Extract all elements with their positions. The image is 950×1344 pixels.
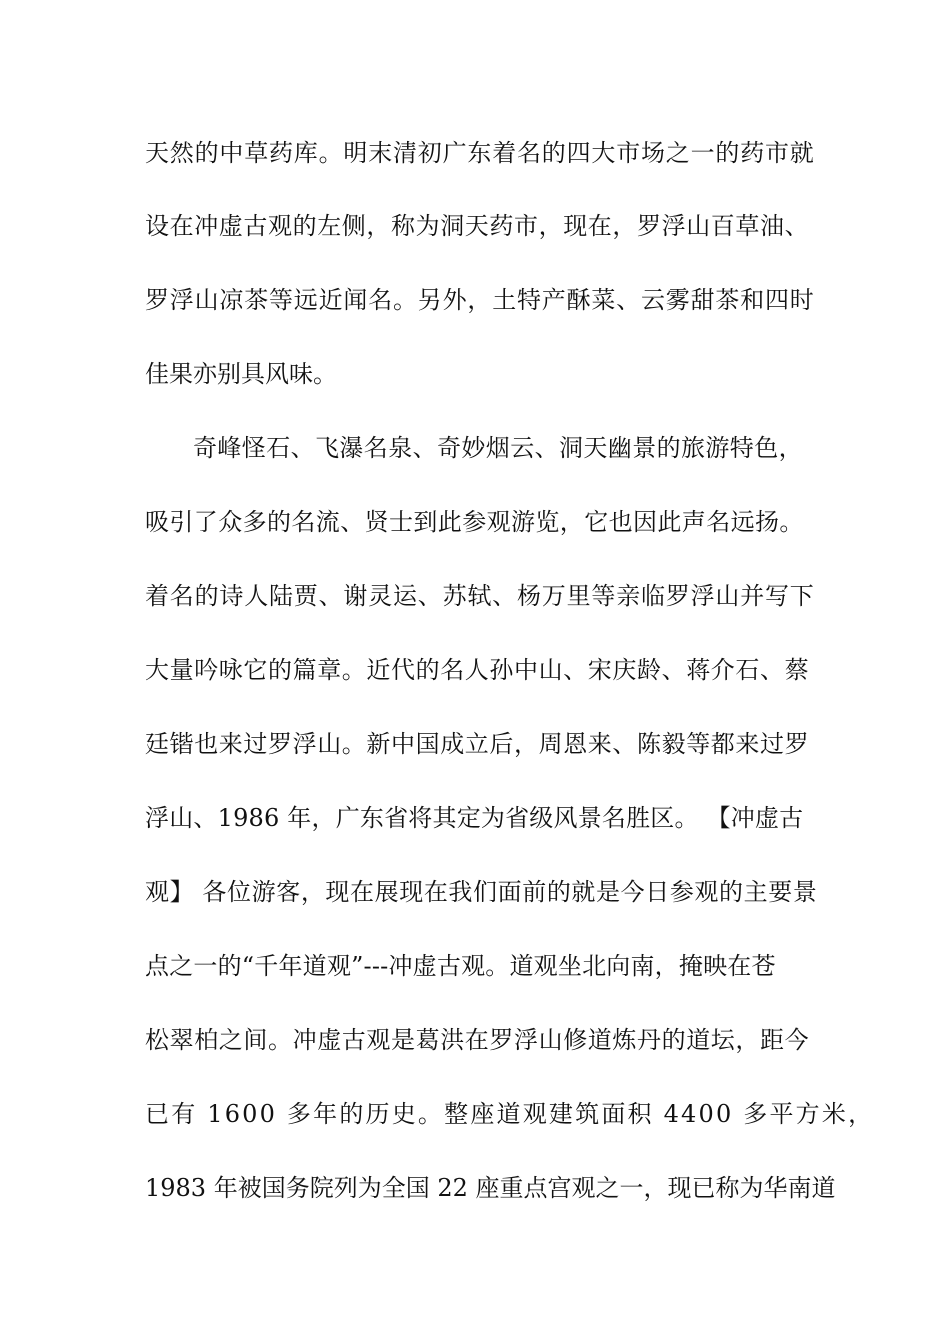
text-line-15: 1983 年被国务院列为全国 22 座重点宫观之一，现已称为华南道: [145, 1174, 836, 1202]
text-line-11: 观】 各位游客，现在展现在我们面前的就是今日参观的主要景: [145, 878, 818, 906]
text-line-1: 天然的中草药库。明末清初广东着名的四大市场之一的药市就: [145, 139, 815, 167]
text-line-5-paragraph-start: 奇峰怪石、飞瀑名泉、奇妙烟云、洞天幽景的旅游特色，: [193, 434, 803, 462]
text-line-10: 浮山、1986 年，广东省将其定为省级风景名胜区。 【冲虚古: [145, 804, 804, 832]
text-line-2: 设在冲虚古观的左侧，称为洞天药市，现在，罗浮山百草油、: [145, 212, 810, 240]
text-line-13: 松翠柏之间。冲虚古观是葛洪在罗浮山修道炼丹的道坛，距今: [145, 1026, 810, 1054]
text-line-8: 大量吟咏它的篇章。近代的名人孙中山、宋庆龄、蒋介石、蔡: [145, 656, 810, 684]
text-line-9: 廷锴也来过罗浮山。新中国成立后，周恩来、陈毅等都来过罗: [145, 730, 810, 758]
text-line-6: 吸引了众多的名流、贤士到此参观游览，它也因此声名远扬。: [145, 508, 804, 536]
text-line-3: 罗浮山凉茶等远近闻名。另外，土特产酥菜、云雾甜茶和四时: [145, 286, 815, 314]
text-line-4: 佳果亦别具风味。: [145, 360, 337, 388]
text-line-14: 已有 1600 多年的历史。整座道观建筑面积 4400 多平方米，: [145, 1100, 875, 1128]
text-line-12: 点之一的“千年道观”---冲虚古观。道观坐北向南，掩映在苍: [145, 952, 776, 980]
text-line-7: 着名的诗人陆贾、谢灵运、苏轼、杨万里等亲临罗浮山并写下: [145, 582, 815, 610]
